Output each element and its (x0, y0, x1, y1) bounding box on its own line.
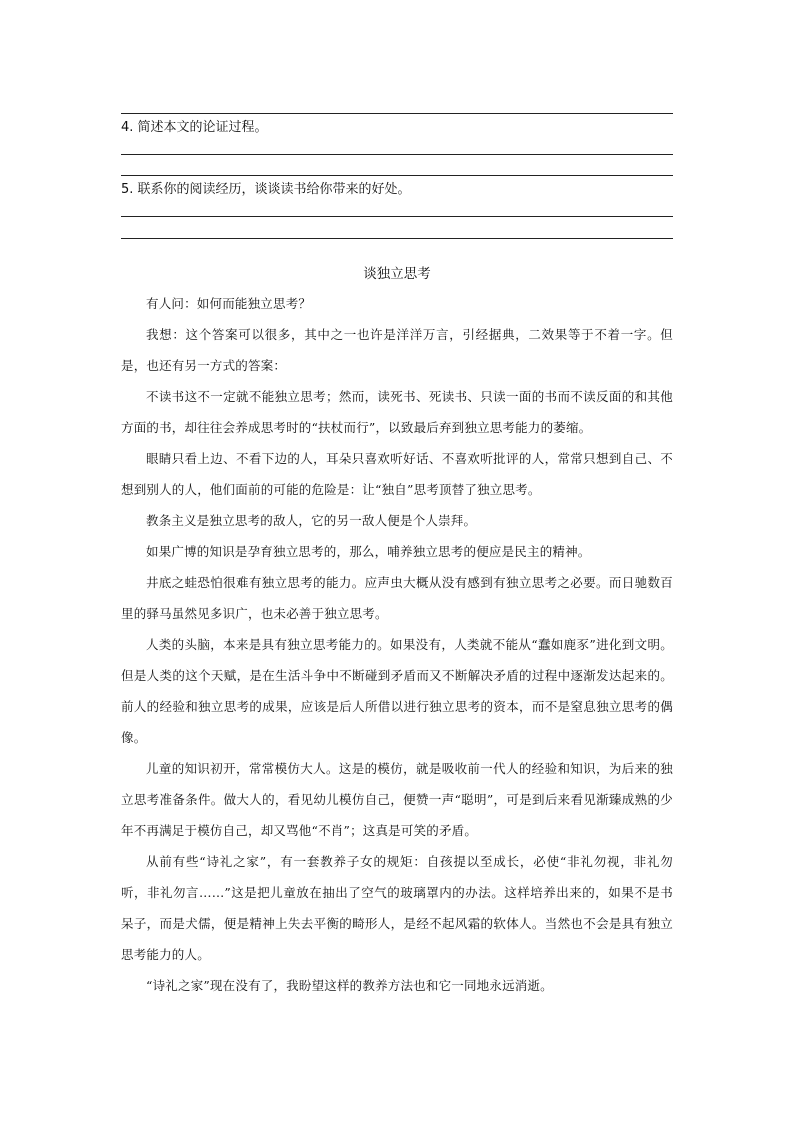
essay-paragraph: 教条主义是独立思考的敌人，它的另一敌人便是个人崇拜。 (146, 513, 477, 528)
essay-paragraph: 不读书这不一定就不能独立思考；然而，读死书、死读书、只读一面的书而不读反面的和其他方面的书，却往往会养成思考时的“扶杖而行”，以致最后弃到独立思考能力的萎缩。 (121, 389, 673, 435)
essay-title: 谈独立思考 (363, 266, 431, 282)
essay-paragraph: 我想：这个答案可以很多，其中之一也许是洋洋万言，引经据典，二效果等于不着一字。但是，也还有另一方式的答案： (121, 327, 673, 373)
essay-paragraph: 眼睛只看上边、不看下边的人，耳朵只喜欢听好话、不喜欢听批评的人，常常只想到自己、不想到别人的人，他们面前的可能的危险是：让“独自”思考顶替了独立思考。 (121, 451, 673, 497)
question-5: 5. 联系你的阅读经历，谈谈读书给你带来的好处。 (121, 182, 411, 197)
essay-body (121, 288, 673, 1001)
answer-line (121, 238, 673, 239)
question-4: 4. 简述本文的论证过程。 (121, 120, 268, 135)
answer-line (121, 154, 673, 155)
essay-paragraph: 儿童的知识初开，常常模仿大人。这是的模仿，就是吸收前一代人的经验和知识，为后来的独立思考准备条件。做大人的，看见幼儿模仿自己，便赞一声“聪明”，可是到后来看见渐臻成熟的少年不再满足于模仿自己，却又骂他“不肖”；这真是可笑的矛盾。 (121, 761, 673, 838)
essay-paragraph: 有人问：如何而能独立思考？ (146, 296, 312, 311)
essay-paragraph: 井底之蛙恐怕很难有独立思考的能力。应声虫大概从没有感到有独立思考之必要。而日驰数百里的驿马虽然见多识广，也未必善于独立思考。 (121, 575, 673, 621)
essay-paragraph: “诗礼之家”现在没有了，我盼望这样的教养方法也和它一同地永远消逝。 (146, 978, 553, 993)
essay-paragraph: 从前有些“诗礼之家”，有一套教养子女的规矩：自孩提以至成长，必使“非礼勿视，非礼勿听，非礼勿言……”这是把儿童放在抽出了空气的玻璃罩内的办法。这样培养出来的，如果不是书呆子，而是犬儒，便是精神上失去平衡的畸形人，是经不起风霜的软体人。当然也不会是具有独立思考能力的人。 (121, 854, 673, 962)
answer-line (121, 113, 673, 114)
essay-paragraph: 如果广博的知识是孕育独立思考的，那么，哺养独立思考的便应是民主的精神。 (146, 544, 591, 559)
answer-line (121, 175, 673, 176)
answer-line (121, 216, 673, 217)
essay-paragraph: 人类的头脑，本来是具有独立思考能力的。如果没有，人类就不能从“蠢如鹿豕”进化到文明。但是人类的这个天赋，是在生活斗争中不断碰到矛盾而又不断解决矛盾的过程中逐渐发达起来的。前人的经验和独立思考的成果，应该是后人所借以进行独立思考的资本，而不是窒息独立思考的偶像。 (121, 637, 673, 745)
